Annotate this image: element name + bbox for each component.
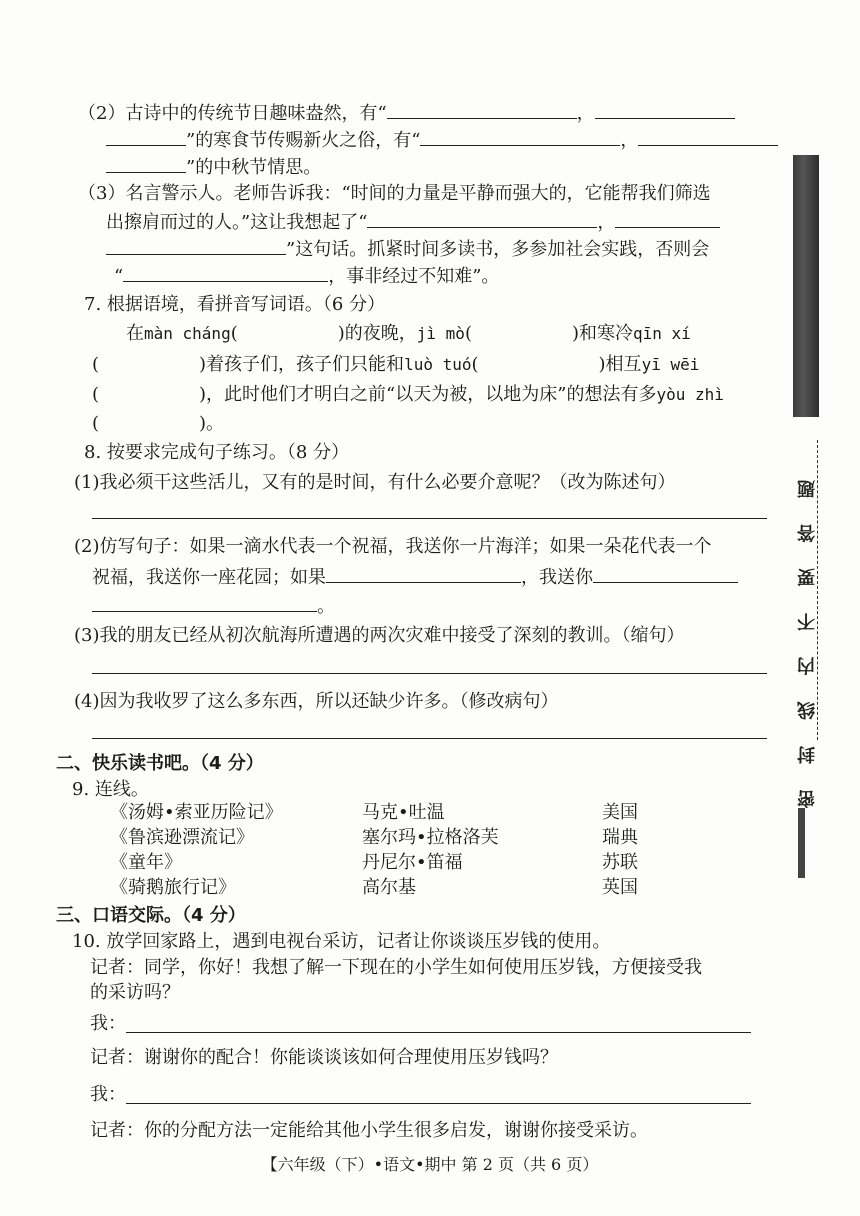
binding-mark bbox=[798, 808, 805, 878]
answer-blank[interactable] bbox=[367, 209, 597, 228]
q9-title: 9. 连线。 bbox=[72, 779, 149, 800]
answer-blank[interactable] bbox=[92, 593, 317, 612]
answer-line[interactable] bbox=[92, 518, 767, 519]
pinyin: yī wēi bbox=[641, 355, 700, 374]
my-answer-1-label: 我： bbox=[90, 1013, 126, 1034]
author-2[interactable]: 塞尔玛•拉格洛芙 bbox=[362, 827, 499, 848]
section2-title: 二、快乐读书吧。（4 分） bbox=[56, 753, 264, 774]
q6-part3-line2: 出擦肩而过的人。”这让我想起了“ ， bbox=[106, 209, 720, 235]
answer-blank[interactable] bbox=[106, 236, 286, 255]
q6-part2-line1: （2）古诗中的传统节日趣味盎然，有“ ， bbox=[78, 100, 735, 126]
q8-item4: (4)因为我收罗了这么多东西，所以还缺少许多。（修改病句） bbox=[74, 691, 559, 712]
q6-part3-line1: （3）名言警示人。老师告诉我：“时间的力量是平静而强大的，它能帮我们筛选 bbox=[78, 183, 711, 204]
pinyin: luò tuó bbox=[404, 355, 472, 374]
page-footer: 【六年级（下）•语文•期中 第 2 页（共 6 页） bbox=[261, 1155, 599, 1174]
q6-part2-line2: ”的寒食节传赐新火之俗，有“ ， bbox=[106, 127, 778, 153]
q7-line2: ( )着孩子们，孩子们只能和luò tuó( )相互yī wēi bbox=[92, 354, 700, 375]
book-3[interactable]: 《童年》 bbox=[110, 852, 182, 873]
answer-blank[interactable] bbox=[638, 127, 778, 146]
pinyin: màn cháng bbox=[144, 324, 231, 343]
pinyin: qīn xí bbox=[633, 324, 691, 343]
q8-item1: (1)我必须干这些活儿，又有的是时间，有什么必要介意呢？（改为陈述句） bbox=[74, 472, 676, 493]
author-1[interactable]: 马克•吐温 bbox=[362, 802, 445, 823]
author-3[interactable]: 丹尼尔•笛福 bbox=[362, 852, 463, 873]
country-3[interactable]: 苏联 bbox=[602, 852, 638, 873]
answer-blank[interactable] bbox=[615, 209, 720, 228]
answer-blank[interactable] bbox=[123, 263, 328, 282]
country-4[interactable]: 英国 bbox=[602, 877, 638, 898]
book-4[interactable]: 《骑鹅旅行记》 bbox=[110, 877, 236, 898]
seal-line-notice: 密 封 线 内 不 要 答 题 bbox=[797, 470, 818, 808]
q7-line4: ( )。 bbox=[92, 413, 225, 434]
book-2[interactable]: 《鲁滨逊漂流记》 bbox=[110, 827, 254, 848]
answer-blank[interactable] bbox=[106, 127, 186, 146]
author-4[interactable]: 高尔基 bbox=[362, 877, 416, 898]
q6-part3-line4: “ ，事非经过不知难”。 bbox=[114, 263, 499, 289]
reporter-line-2: 记者：谢谢你的配合！你能谈谈该如何合理使用压岁钱吗？ bbox=[90, 1047, 558, 1068]
pinyin: yòu zhì bbox=[656, 385, 724, 404]
q6-part2-line3: ”的中秋节情思。 bbox=[106, 154, 321, 180]
q8-title: 8. 按要求完成句子练习。（8 分） bbox=[84, 442, 350, 463]
answer-blank[interactable] bbox=[595, 100, 735, 119]
answer-line[interactable] bbox=[92, 738, 767, 739]
q8-item2-line3: 。 bbox=[92, 593, 335, 619]
answer-line[interactable] bbox=[92, 673, 767, 674]
section3-title: 三、口语交际。（4 分） bbox=[56, 905, 246, 926]
answer-blank[interactable] bbox=[593, 564, 738, 583]
q8-item3: (3)我的朋友已经从初次航海所遭遇的两次灾难中接受了深刻的教训。（缩句） bbox=[74, 625, 685, 646]
reporter-line-1a: 记者：同学，你好！我想了解一下现在的小学生如何使用压岁钱，方便接受我 bbox=[90, 957, 702, 978]
q7-title: 7. 根据语境，看拼音写词语。（6 分） bbox=[84, 294, 386, 315]
answer-blank[interactable] bbox=[326, 564, 521, 583]
book-1[interactable]: 《汤姆•索亚历险记》 bbox=[110, 802, 283, 823]
q7-line3: ( )，此时他们才明白之前“以天为被，以地为床”的想法有多yòu zhì bbox=[92, 384, 724, 405]
answer-line[interactable] bbox=[126, 1032, 751, 1033]
q10-prompt: 10. 放学回家路上，遇到电视台采访，记者让你谈谈压岁钱的使用。 bbox=[72, 931, 611, 952]
q7-line1: 在màn cháng( )的夜晚，jì mò( )和寒冷qīn xí bbox=[126, 323, 691, 344]
q8-item2-line1: (2)仿写句子：如果一滴水代表一个祝福，我送你一片海洋；如果一朵花代表一个 bbox=[74, 536, 712, 557]
country-2[interactable]: 瑞典 bbox=[602, 827, 638, 848]
binding-strip bbox=[793, 155, 819, 417]
answer-blank[interactable] bbox=[106, 154, 186, 173]
pinyin: jì mò bbox=[416, 324, 465, 343]
answer-blank[interactable] bbox=[387, 100, 577, 119]
q8-item2-line2: 祝福，我送你一座花园；如果 ，我送你 bbox=[92, 564, 738, 590]
my-answer-2-label: 我： bbox=[90, 1084, 126, 1105]
country-1[interactable]: 美国 bbox=[602, 802, 638, 823]
reporter-line-1b: 的采访吗？ bbox=[90, 982, 180, 1003]
answer-blank[interactable] bbox=[420, 127, 620, 146]
answer-line[interactable] bbox=[126, 1103, 751, 1104]
reporter-line-3: 记者：你的分配方法一定能给其他小学生很多启发，谢谢你接受采访。 bbox=[90, 1120, 648, 1141]
q6-part3-line3: ”这句话。抓紧时间多读书，多参加社会实践，否则会 bbox=[106, 236, 709, 262]
